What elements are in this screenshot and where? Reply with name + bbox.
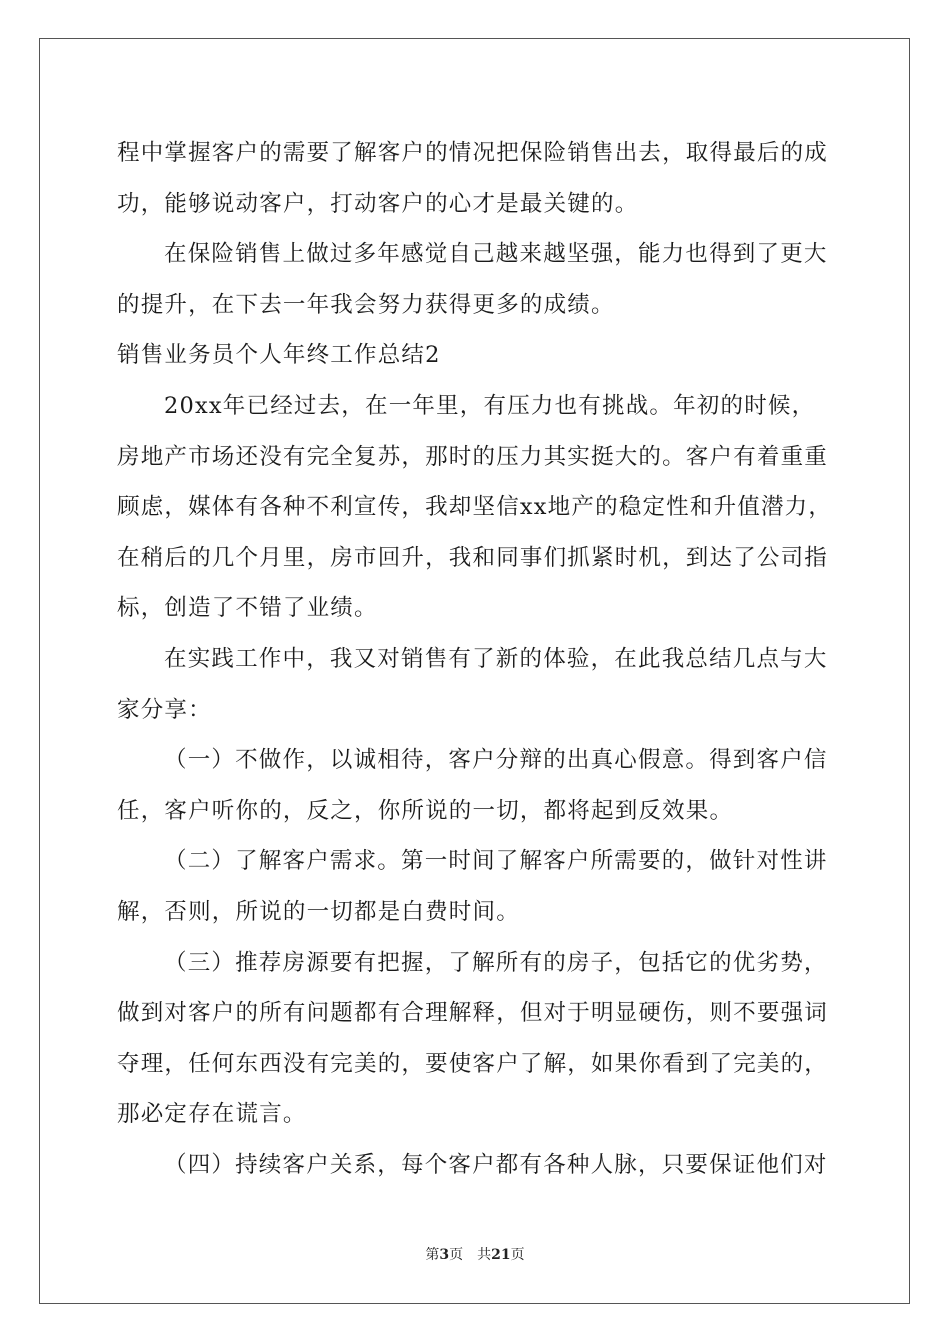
text-line: 那必定存在谎言。 — [117, 1101, 307, 1128]
text-line: 在保险销售上做过多年感觉自己越来越坚强，能力也得到了更大 — [164, 241, 828, 268]
total-suffix: 页 — [510, 1247, 525, 1263]
page-number: 3 — [439, 1247, 450, 1263]
page-prefix: 第 — [425, 1247, 440, 1263]
text-line: 家分享： — [117, 696, 212, 723]
total-prefix: 共 — [477, 1247, 492, 1263]
section-heading: 销售业务员个人年终工作总结2 — [117, 342, 441, 369]
text-line: 解，否则，所说的一切都是白费时间。 — [117, 898, 520, 925]
text-line: （四）持续客户关系，每个客户都有各种人脉，只要保证他们对 — [164, 1151, 828, 1178]
text-line: （一）不做作，以诚相待，客户分辩的出真心假意。得到客户信 — [164, 747, 828, 774]
text-line: 任，客户听你的，反之，你所说的一切，都将起到反效果。 — [117, 797, 734, 824]
text-line: （三）推荐房源要有把握，了解所有的房子，包括它的优劣势， — [164, 949, 828, 976]
text-line: 在稍后的几个月里，房市回升，我和同事们抓紧时机，到达了公司指 — [117, 544, 829, 571]
text-line: 在实践工作中，我又对销售有了新的体验，在此我总结几点与大 — [164, 645, 828, 672]
text-line: 20xx年已经过去，在一年里，有压力也有挑战。年初的时候， — [164, 392, 816, 419]
text-line: 的提升，在下去一年我会努力获得更多的成绩。 — [117, 291, 615, 318]
text-line: （二）了解客户需求。第一时间了解客户所需要的，做针对性讲 — [164, 848, 828, 875]
page-suffix: 页 — [449, 1247, 464, 1263]
text-line: 夺理，任何东西没有完美的，要使客户了解，如果你看到了完美的， — [117, 1050, 829, 1077]
text-line: 功，能够说动客户，打动客户的心才是最关键的。 — [117, 190, 639, 217]
text-line: 标，创造了不错了业绩。 — [117, 595, 378, 622]
text-line: 顾虑，媒体有各种不利宣传，我却坚信xx地产的稳定性和升值潜力， — [117, 494, 833, 521]
text-line: 做到对客户的所有问题都有合理解释，但对于明显硬伤，则不要强词 — [117, 1000, 829, 1027]
total-pages: 21 — [491, 1247, 511, 1263]
page-footer — [0, 1244, 950, 1264]
document-body — [117, 128, 837, 1190]
text-line: 程中掌握客户的需要了解客户的情况把保险销售出去，取得最后的成 — [117, 140, 829, 166]
text-line: 房地产市场还没有完全复苏，那时的压力其实挺大的。客户有着重重 — [117, 443, 829, 470]
